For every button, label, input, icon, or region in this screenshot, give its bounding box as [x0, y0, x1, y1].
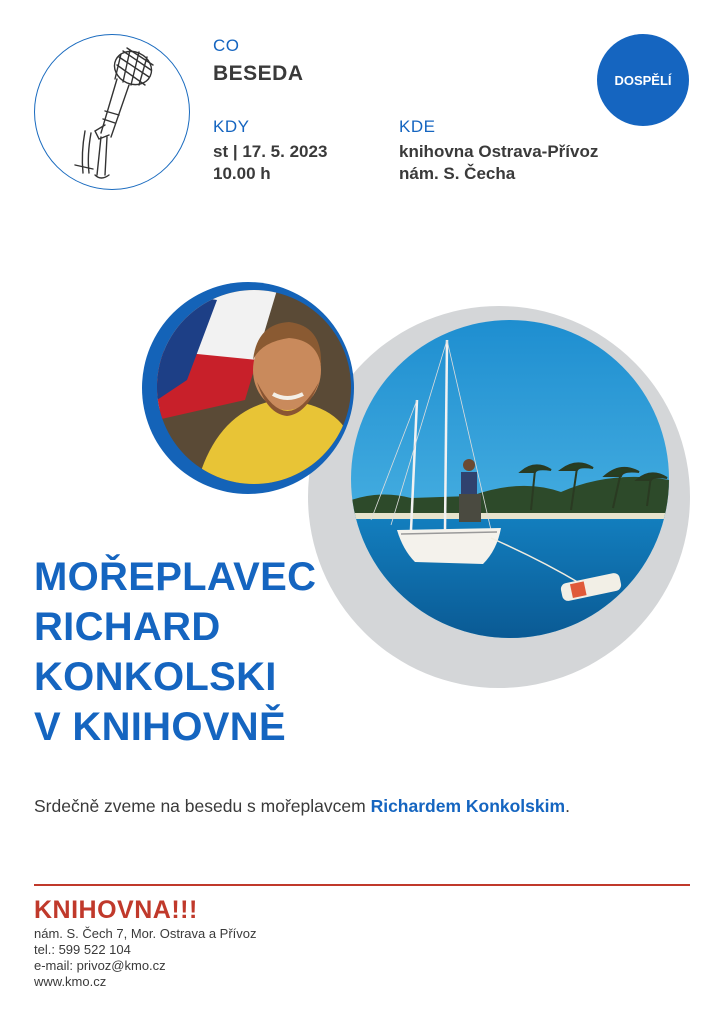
- microphone-icon-circle: [34, 34, 190, 190]
- headline: [34, 552, 374, 752]
- library-address: nám. S. Čech 7, Mor. Ostrava a Přívoz: [34, 926, 257, 941]
- invitation-end: .: [565, 796, 570, 816]
- event-time: 10.00 h: [213, 164, 271, 183]
- headline-line-2: RICHARD: [34, 605, 221, 649]
- headline-line-1: MOŘEPLAVEC: [34, 555, 317, 599]
- invitation-lead: Srdečně zveme na besedu s mořeplavcem: [34, 796, 371, 816]
- library-website: www.kmo.cz: [34, 974, 107, 989]
- when-label: KDY: [213, 117, 250, 136]
- invitation-text: [34, 796, 570, 817]
- guest-name: Richardem Konkolskim: [370, 796, 566, 816]
- footer-divider: [34, 884, 690, 886]
- library-email: e-mail: privoz@kmo.cz: [34, 958, 166, 973]
- headline-line-4: V KNIHOVNĚ: [34, 705, 286, 749]
- where-label: KDE: [399, 117, 436, 136]
- event-venue: knihovna Ostrava-Přívoz: [399, 142, 599, 161]
- what-label: CO: [213, 36, 240, 55]
- event-type: BESEDA: [213, 62, 304, 85]
- audience-badge: DOSPĚLÍ: [597, 34, 689, 126]
- event-address: nám. S. Čecha: [399, 164, 516, 183]
- sailboat-photo: [351, 320, 669, 638]
- headline-line-3: KONKOLSKI: [34, 655, 277, 699]
- microphone-icon: [35, 35, 190, 190]
- library-phone: tel.: 599 522 104: [34, 942, 131, 957]
- sailor-portrait-photo: [157, 290, 351, 484]
- library-brand: KNIHOVNA!!!: [34, 896, 198, 924]
- event-date: st | 17. 5. 2023: [213, 142, 328, 161]
